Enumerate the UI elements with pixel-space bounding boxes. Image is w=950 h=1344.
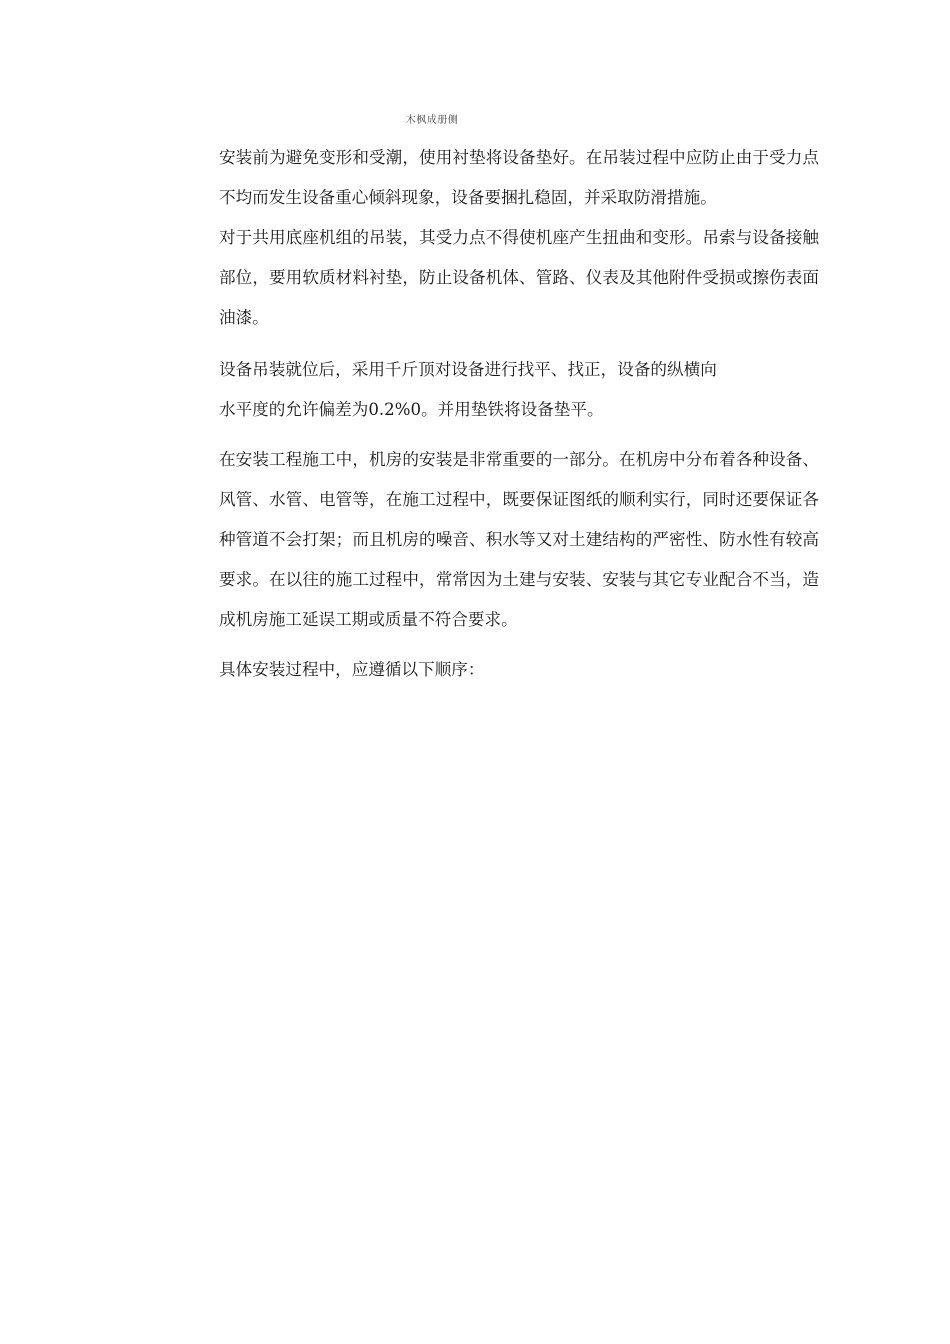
paragraph-leveling: 设备吊装就位后，采用千斤顶对设备进行找平、找正，设备的纵横向 xyxy=(219,360,717,379)
paragraph-hoisting-protection: 安装前为避免变形和受潮，使用衬垫将设备垫好。在吊装过程中应防止由于受力点不均而发生设备重心倾斜现象，设备要捆扎稳固，并采取防滑措施。 xyxy=(219,148,819,207)
paragraph-tolerance: 水平度的允许偏差为0.2%0。并用垫铁将设备垫平。 xyxy=(219,400,604,419)
paragraph-common-base-hoisting: 对于共用底座机组的吊装，其受力点不得使机座产生扭曲和变形。吊索与设备接触部位，要用软质材料衬垫，防止设备机体、管路、仪表及其他附件受损或擦伤表面油漆。 xyxy=(219,228,819,327)
paragraph-install-sequence: 具体安装过程中，应遵循以下顺序： xyxy=(219,660,485,679)
page-header: 木枫成册侧 xyxy=(405,115,459,126)
document-body xyxy=(219,138,819,690)
paragraph-machine-room: 在安装工程施工中，机房的安装是非常重要的一部分。在机房中分布着各种设备、风管、水管、电管等，在施工过程中，既要保证图纸的顺利实行，同时还要保证各种管道不会打架；而且机房的噪音、积水等又对土建结构的严密性、防水性有较高要求。在以往的施工过程中，常常因为土建与安装、安装与其它专业配合不当，造成机房施工延误工期或质量不符合要求。 xyxy=(219,450,819,629)
